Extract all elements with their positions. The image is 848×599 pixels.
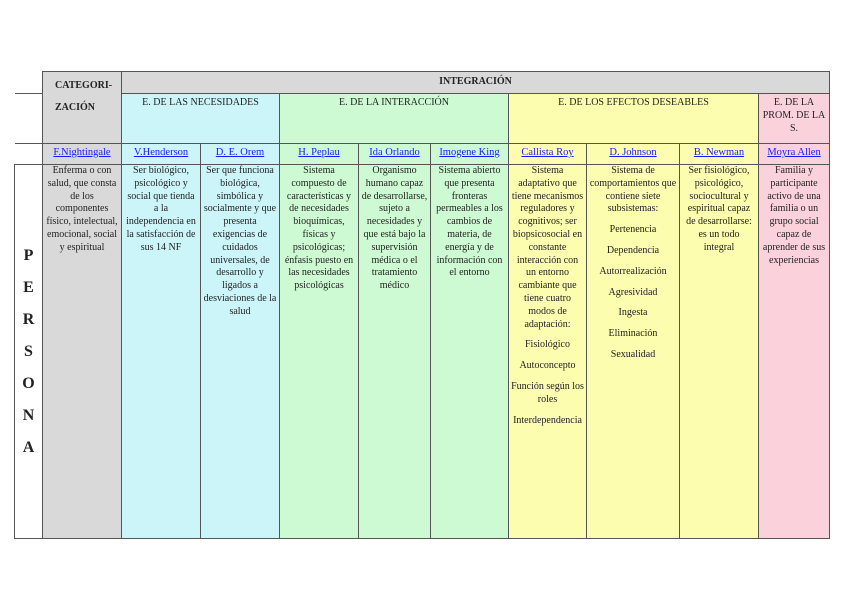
author-cell: [680, 144, 759, 165]
categorization-line2: ZACIÓN: [55, 102, 96, 113]
integration-header: INTEGRACIÓN: [122, 72, 830, 94]
johnson-subsystem: Agresividad: [608, 286, 658, 298]
roy-mode: Función según los roles: [511, 380, 584, 405]
author-link-peplau[interactable]: H. Peplau: [298, 147, 340, 158]
author-cell: [587, 144, 680, 165]
author-cell: [759, 144, 830, 165]
categorization-line1: CATEGORI-: [55, 80, 113, 91]
roy-mode: Fisiológico: [524, 339, 570, 351]
author-link-newman[interactable]: B. Newman: [693, 147, 745, 158]
johnson-subsystem: Sexualidad: [610, 348, 656, 360]
persona-letter: S: [24, 342, 33, 360]
author-link-king[interactable]: Imogene King: [439, 147, 500, 158]
persona-letter: A: [22, 438, 35, 456]
persona-letter: P: [23, 246, 34, 264]
desc-henderson: Ser biológico, psicológico y social que tienda a la independencia en la satisfacción de sus 14 NF: [122, 165, 201, 539]
desc-johnson: [587, 165, 680, 539]
johnson-subsystem: Eliminación: [608, 328, 658, 340]
blank-cell: [15, 94, 43, 144]
johnson-subsystem: Pertenencia: [609, 224, 657, 236]
blank-cell: [15, 144, 43, 165]
author-link-roy[interactable]: Callista Roy: [521, 147, 574, 158]
roy-intro: Sistema adaptativo que tiene mecanismos reguladores y cognitivos; ser biopsicosocial en constante interacción con un entorno cambiante que tiene cuatro modos de adaptación:: [511, 165, 584, 330]
roy-mode: Interdependencia: [513, 414, 582, 426]
desc-king: Sistema abierto que presenta fronteras permeables a los cambios de materia, de energía y de información con el entorno: [431, 165, 509, 539]
author-link-allen[interactable]: Moyra Allen: [767, 147, 821, 158]
author-link-henderson[interactable]: V.Henderson: [133, 147, 189, 158]
desc-orem: Ser que funciona biológica, simbólica y socialmente y que presenta exigencias de cuidados universales, de desarrollo y ligados a desviaciones de la salud: [201, 165, 280, 539]
author-cell: [122, 144, 201, 165]
author-link-orem[interactable]: D. E. Orem: [215, 147, 265, 158]
author-cell: [509, 144, 587, 165]
desc-newman: Ser fisiológico, psicológico, sociocultural y espiritual capaz de desarrollarse: es un todo integral: [680, 165, 759, 539]
author-cell: [201, 144, 280, 165]
desc-orlando: Organismo humano capaz de desarrollarse, sujeto a necesidades y que está bajo la supervisión médica o el tratamiento médico: [359, 165, 431, 539]
desc-nightingale: Enferma o con salud, que consta de los componentes físico, intelectual, emocional, social y espiritual: [43, 165, 122, 539]
desc-roy: [509, 165, 587, 539]
persona-row-label: [15, 165, 43, 539]
johnson-subsystem: Ingesta: [618, 307, 648, 319]
persona-letter: E: [23, 278, 34, 296]
johnson-intro: Sistema de comportamientos que contiene siete subsistemas:: [589, 165, 677, 215]
persona-letter: O: [22, 374, 35, 392]
corner-cell: [15, 72, 43, 94]
johnson-subsystem: Dependencia: [606, 244, 660, 256]
desc-allen: Familia y participante activo de una familia o un grupo social capaz de aprender de sus experiencias: [759, 165, 830, 539]
roy-mode: Autoconcepto: [519, 360, 576, 372]
author-cell: [280, 144, 359, 165]
author-cell: [43, 144, 122, 165]
interaction-category: E. DE LA INTERACCIÓN: [280, 94, 509, 144]
effects-category: E. DE LOS EFECTOS DESEABLES: [509, 94, 759, 144]
promotion-category: E. DE LA PROM. DE LA S.: [759, 94, 830, 144]
desc-peplau: Sistema compuesto de características y de necesidades bioquímicas, físicas y psicológicas; énfasis puesto en las necesidades psicológicas: [280, 165, 359, 539]
author-link-johnson[interactable]: D. Johnson: [609, 147, 657, 158]
author-cell: [359, 144, 431, 165]
author-link-orlando[interactable]: Ida Orlando: [369, 147, 420, 158]
author-cell: [431, 144, 509, 165]
persona-letter: R: [22, 310, 35, 328]
categorization-header: [43, 72, 122, 144]
johnson-subsystem: Autorrealización: [599, 265, 667, 277]
needs-category: E. DE LAS NECESIDADES: [122, 94, 280, 144]
persona-letter: N: [22, 406, 35, 424]
nursing-models-table: [14, 71, 830, 539]
author-link-nightingale[interactable]: F.Nightingale: [53, 147, 111, 158]
